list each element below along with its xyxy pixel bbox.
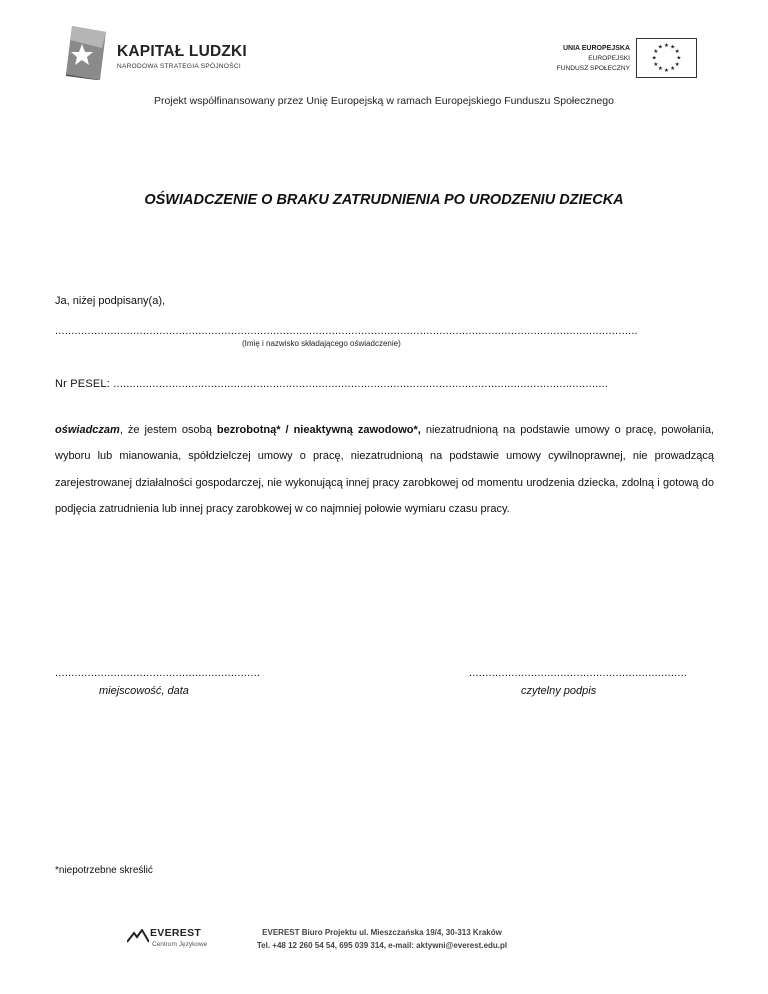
- kapital-ludzki-title: KAPITAŁ LUDZKI: [117, 43, 247, 60]
- document-title: OŚWIADCZENIE O BRAKU ZATRUDNIENIA PO URODZENIU DZIECKA: [144, 192, 624, 208]
- eu-line-3: FUNDUSZ SPOŁECZNY: [556, 65, 630, 72]
- footer-phone-email: Tel. +48 12 260 54 54, 695 039 314, e-mail: aktywni@everest.edu.pl: [256, 941, 508, 950]
- svg-text:★: ★: [651, 55, 657, 62]
- everest-logo-subtitle: Centrum Językowe: [152, 941, 208, 948]
- svg-text:★: ★: [657, 66, 663, 73]
- footer-address: EVEREST Biuro Projektu ul. Mieszczańska 19/4, 30-313 Kraków: [262, 928, 502, 937]
- eu-flag-icon: [636, 38, 697, 78]
- pesel-fill-line: Nr PESEL: ........................................................................................................................................................: [55, 378, 609, 390]
- kapital-ludzki-subtitle: NARODOWA STRATEGIA SPÓJNOŚCI: [117, 63, 241, 70]
- eu-line-2: EUROPEJSKI: [588, 55, 630, 62]
- svg-text:★: ★: [674, 61, 680, 68]
- svg-text:★: ★: [657, 44, 663, 51]
- svg-text:★: ★: [663, 67, 670, 74]
- place-date-label: miejscowość, data: [99, 685, 189, 697]
- svg-text:★: ★: [663, 43, 670, 50]
- project-cofinancing-line: Projekt współfinansowany przez Unię Europejską w ramach Europejskiego Funduszu Społecznego: [154, 95, 614, 107]
- intro-text: Ja, niżej podpisany(a),: [55, 295, 166, 307]
- eu-line-1: UNIA EUROPEJSKA: [562, 45, 630, 52]
- svg-text:★: ★: [670, 44, 676, 51]
- kapital-ludzki-logo-icon: [66, 26, 106, 80]
- place-date-fill-line: ...............................................................: [55, 667, 261, 679]
- everest-mountain-icon: [127, 929, 149, 943]
- svg-text:★: ★: [653, 61, 659, 68]
- eu-fund-text: [557, 44, 630, 74]
- svg-text:★: ★: [653, 49, 659, 56]
- signature-label: czytelny podpis: [521, 685, 597, 697]
- statement-part-1: , że jestem osobą: [119, 424, 217, 436]
- footer-contact: [232, 926, 532, 952]
- signature-fill-line: ...................................................................: [469, 667, 688, 679]
- statement-lead: oświadczam: [55, 424, 120, 436]
- svg-text:★: ★: [676, 55, 682, 62]
- statement-paragraph: [55, 417, 714, 522]
- statement-status-options: bezrobotną* / nieaktywną zawodowo*,: [216, 424, 421, 436]
- name-fill-line: ...................................................................................................................................................................................: [55, 325, 638, 337]
- svg-text:★: ★: [674, 49, 680, 56]
- everest-logo-name: EVEREST: [150, 927, 202, 939]
- name-caption: (Imię i nazwisko składającego oświadczenie): [242, 339, 401, 348]
- svg-text:★: ★: [670, 66, 676, 73]
- footnote: *niepotrzebne skreślić: [55, 865, 153, 876]
- statement-part-2: niezatrudnioną na podstawie umowy o pracę, powołania, wyboru lub mianowania, spółdzielczej umowy o pracę, niezatrudnioną na podstawie umowy cywilnoprawnej, nie prowadzącą zarejestrowanej działalności gospodarczej, nie wykonującą innej pracy zarobkowej od momentu urodzenia dziecka, zdolną i gotową do podjęcia zatrudnienia lub innej pracy zarobkowej w co najmniej połowie wymiaru czasu pracy.: [55, 424, 714, 515]
